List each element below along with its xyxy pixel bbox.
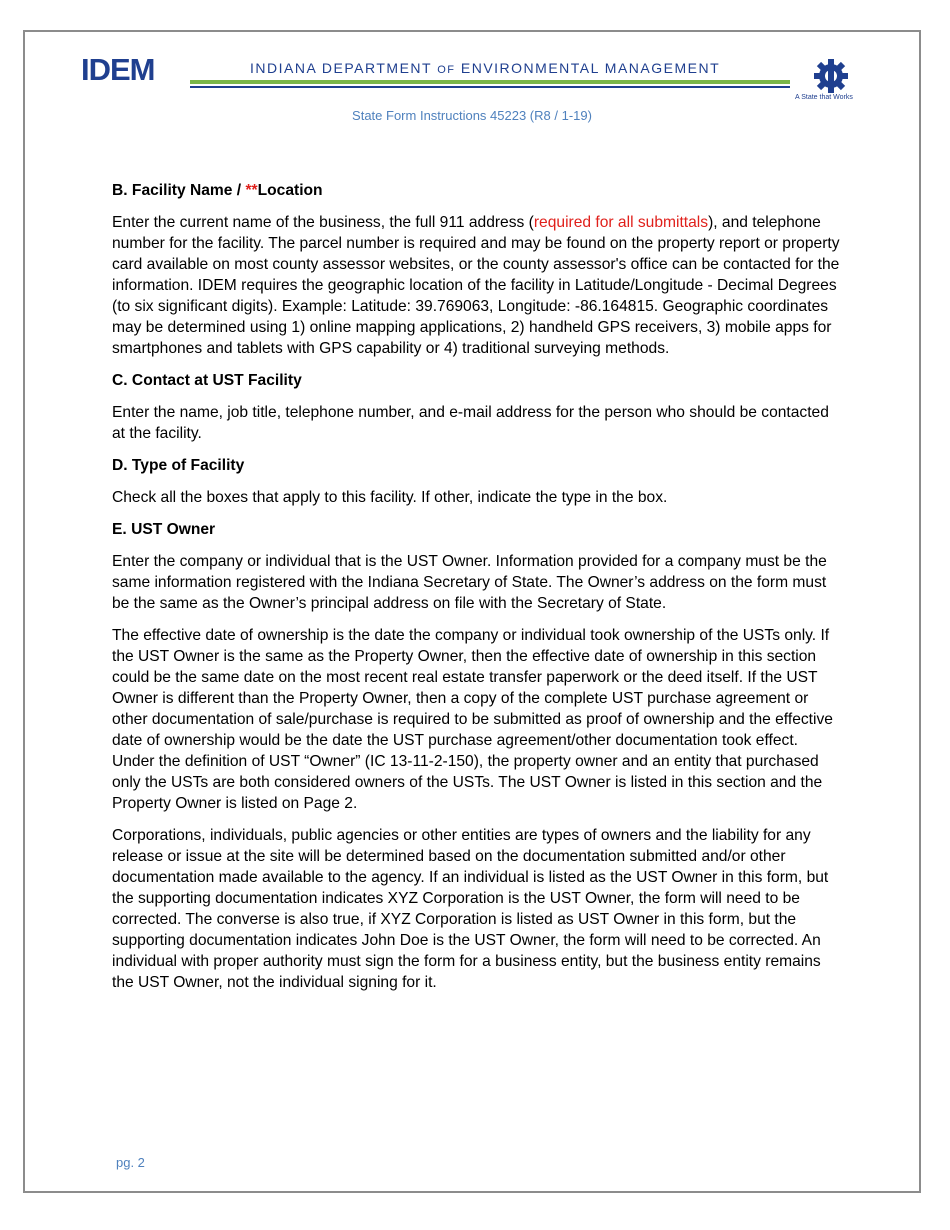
section-b-heading [112,180,842,201]
section-e-paragraph: The effective date of ownership is the date the company or individual took ownership of the USTs only. If the UST Owner is the same as the Property Owner, then the effective date of ownership in this section could be the same date on the most recent real estate transfer paperwork or the deed itself. If the UST Owner is different than the Property Owner, then a copy of the complete UST purchase agreement or other documentation of sale/purchase is required to be submitted as proof of ownership and the effective date of ownership would be the date the UST purchase agreement/other documentation took effect. Under the definition of UST “Owner” (IC 13-11-2-150), the property owner and an entity that purchased only the USTs are both considered owners of the USTs. The UST Owner is listed in this section and the Property Owner is listed on Page 2. [112,627,833,812]
dept-word: OF [437,64,456,76]
dept-word: ENVIRONMENTAL [460,60,600,76]
document-body [112,180,842,1004]
page-header [25,32,919,132]
heading-text: Location [257,182,323,199]
heading-text: B. Facility Name / [112,182,246,199]
section-e-heading: E. UST Owner [112,521,216,538]
idem-logo: IDEM [81,52,155,87]
paragraph-text: Enter the current name of the business, the full 911 address ( [112,214,534,231]
section-e-paragraph: Corporations, individuals, public agencies or other entities are types of owners and the liability for any release or issue at the site will be determined based on the documentation submitted and/or other documentation made available to the agency. If an individual is listed as the UST Owner in this form, but the supporting documentation indicates XYZ Corporation is the UST Owner, the form will need to be corrected. The converse is also true, if XYZ Corporation is listed as UST Owner in this form, but the supporting documentation indicates John Doe is the UST Owner, the form will need to be corrected. An individual with proper authority must sign the form for a business entity, but the business entity remains the UST Owner, not the individual signing for it. [112,827,829,991]
dept-word: INDIANA [250,60,317,76]
state-gear-seal-icon [813,58,849,94]
seal-tagline: A State that Works [795,94,853,101]
section-d-paragraph: Check all the boxes that apply to this facility. If other, indicate the type in the box. [112,489,668,506]
required-note: required for all submittals [533,214,709,231]
required-stars: ** [245,182,258,199]
dept-word: DEPARTMENT [321,60,432,76]
dept-word: MANAGEMENT [604,60,721,76]
header-blue-rule [190,86,790,88]
section-c-paragraph: Enter the name, job title, telephone number, and e-mail address for the person who should be contacted at the facility. [112,404,829,442]
form-reference: State Form Instructions 45223 (R8 / 1-19) [352,108,592,123]
section-b-paragraph [112,212,842,359]
header-green-rule [190,80,790,84]
paragraph-text: ), and telephone number for the facility. The parcel number is required and may be found on the property report or property card available on most county assessor websites, or the county assessor's office can be contacted for the information. IDEM requires the geographic location of the facility in Latitude/Longitude - Decimal Degrees (to six significant digits). Example: Latitude: 39.769063, Longitude: -86.164815. Geographic coordinates may be determined using 1) online mapping applications, 2) handheld GPS receivers, 3) mobile apps for smartphones and tablets with GPS capability or 4) traditional surveying methods. [112,214,840,357]
section-c-heading: C. Contact at UST Facility [112,372,302,389]
section-e-paragraph: Enter the company or individual that is the UST Owner. Information provided for a company must be the same information registered with the Indiana Secretary of State. The Owner’s address on the form must be the same as the Owner’s principal address on file with the Secretary of State. [112,553,827,612]
section-d-heading: D. Type of Facility [112,457,245,474]
department-name [250,60,720,76]
page-number: pg. 2 [116,1155,145,1170]
document-page [23,30,921,1193]
